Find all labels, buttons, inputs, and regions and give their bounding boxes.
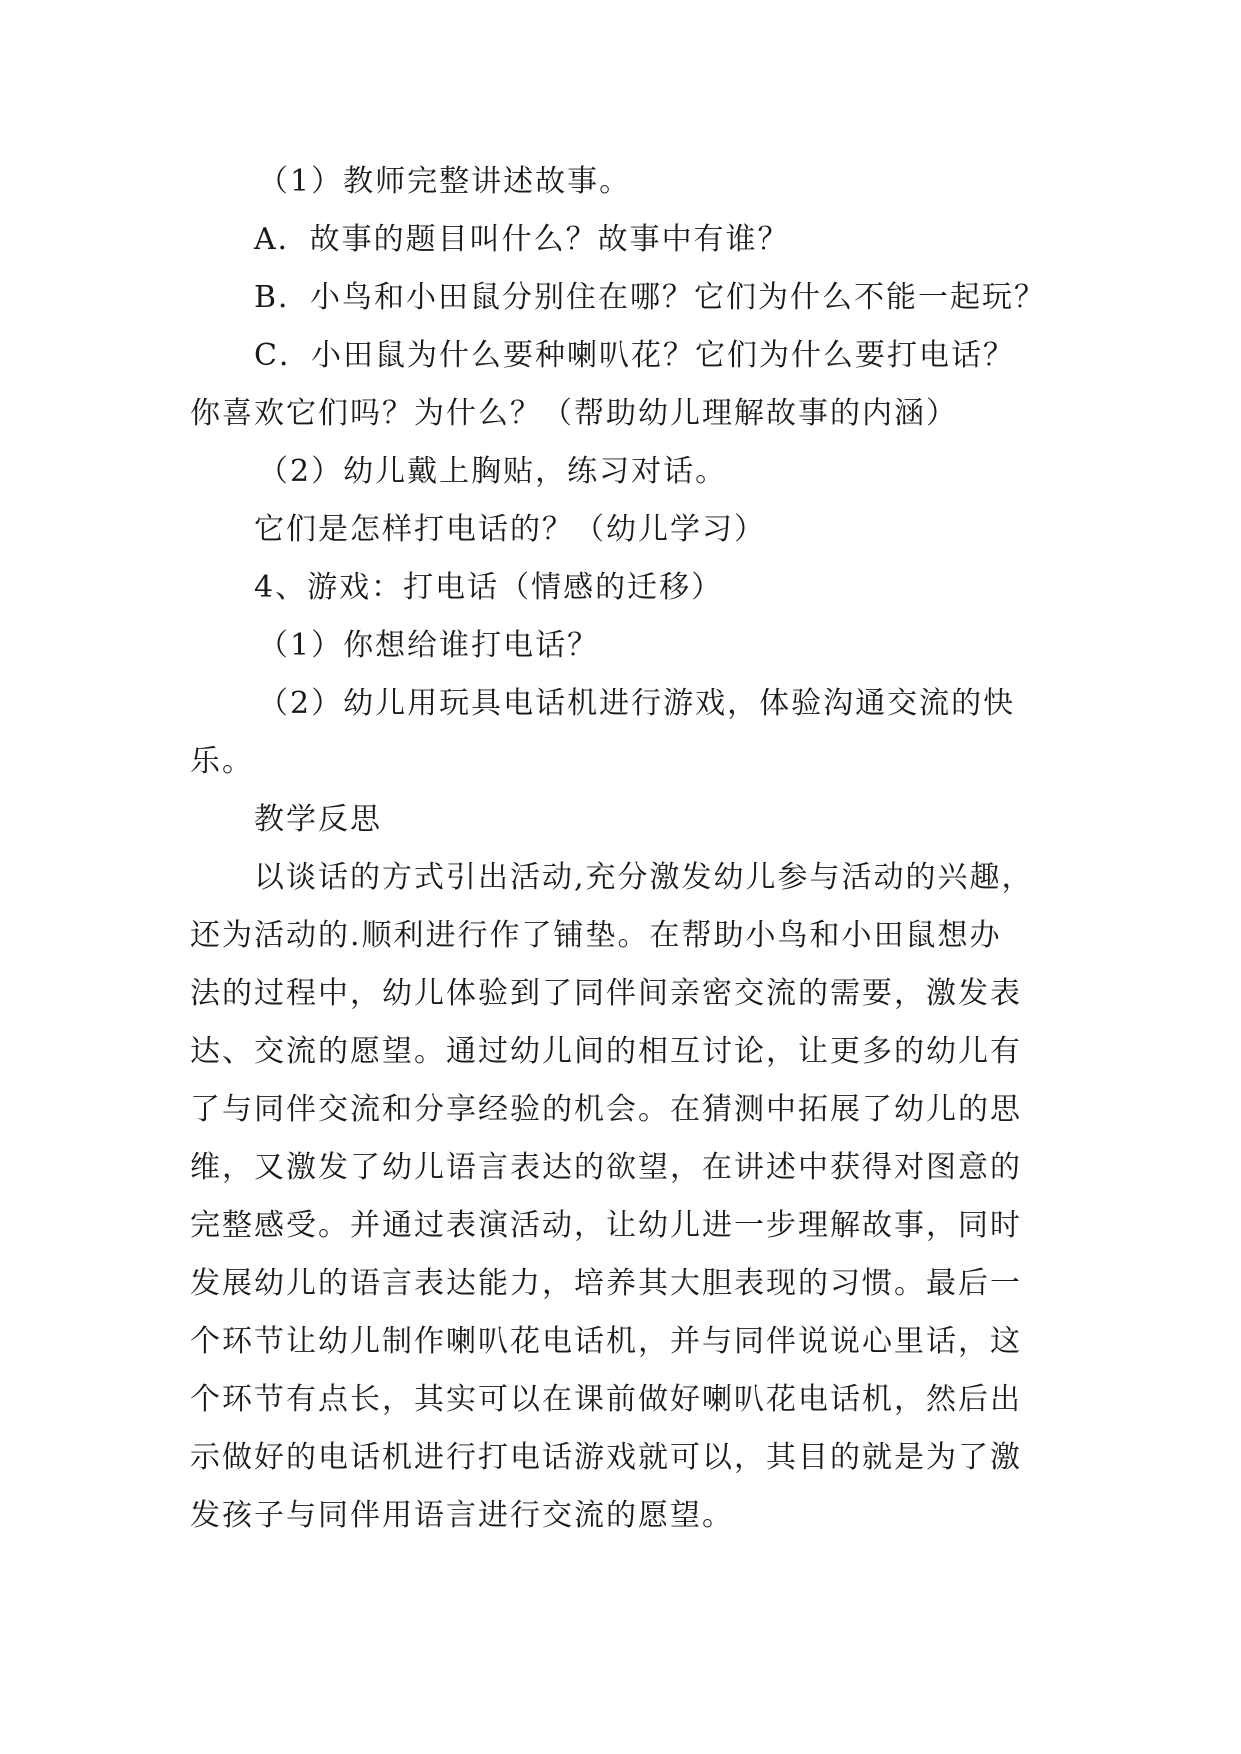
reflection-paragraph-line: 示做好的电话机进行打电话游戏就可以，其目的就是为了激 — [190, 1440, 1022, 1475]
reflection-paragraph-line: 维，又激发了幼儿语言表达的欲望，在讲述中获得对图意的 — [190, 1150, 1022, 1185]
how-they-call-question: 它们是怎样打电话的？（幼儿学习） — [254, 512, 766, 547]
game-step-2-continued: 乐。 — [190, 744, 254, 779]
step-teacher-tells-story: （1）教师完整讲述故事。 — [258, 164, 632, 199]
section-4-game-heading: 4、游戏：打电话（情感的迁移） — [254, 570, 724, 605]
reflection-paragraph-line: 完整感受。并通过表演活动，让幼儿进一步理解故事，同时 — [190, 1208, 1022, 1243]
reflection-paragraph-line: 法的过程中，幼儿体验到了同伴间亲密交流的需要，激发表 — [190, 976, 1022, 1011]
reflection-paragraph-line: 还为活动的.顺利进行作了铺垫。在帮助小鸟和小田鼠想办 — [190, 918, 1002, 953]
question-b: B．小鸟和小田鼠分别住在哪？它们为什么不能一起玩？ — [254, 280, 1047, 315]
reflection-paragraph-line: 达、交流的愿望。通过幼儿间的相互讨论，让更多的幼儿有 — [190, 1034, 1022, 1069]
question-c: C．小田鼠为什么要种喇叭花？它们为什么要打电话？ — [254, 338, 1015, 373]
reflection-paragraph-line: 发展幼儿的语言表达能力，培养其大胆表现的习惯。最后一 — [190, 1266, 1022, 1301]
step-practice-dialogue: （2）幼儿戴上胸贴，练习对话。 — [258, 454, 728, 489]
reflection-paragraph-line: 了与同伴交流和分享经验的机会。在猜测中拓展了幼儿的思 — [190, 1092, 1022, 1127]
reflection-paragraph-line: 个环节有点长，其实可以在课前做好喇叭花电话机，然后出 — [190, 1382, 1022, 1417]
reflection-paragraph-line: 个环节让幼儿制作喇叭花电话机，并与同伴说说心里话，这 — [190, 1324, 1022, 1359]
game-step-1: （1）你想给谁打电话？ — [258, 628, 600, 663]
question-c-continued: 你喜欢它们吗？为什么？（帮助幼儿理解故事的内涵） — [190, 396, 958, 431]
reflection-heading: 教学反思 — [254, 802, 382, 837]
game-step-2: （2）幼儿用玩具电话机进行游戏，体验沟通交流的快 — [258, 686, 1016, 721]
reflection-paragraph-line: 发孩子与同伴用语言进行交流的愿望。 — [190, 1498, 734, 1533]
reflection-paragraph-line: 以谈话的方式引出活动,充分激发幼儿参与活动的兴趣， — [254, 860, 1034, 895]
question-a: A．故事的题目叫什么？故事中有谁？ — [254, 222, 790, 257]
